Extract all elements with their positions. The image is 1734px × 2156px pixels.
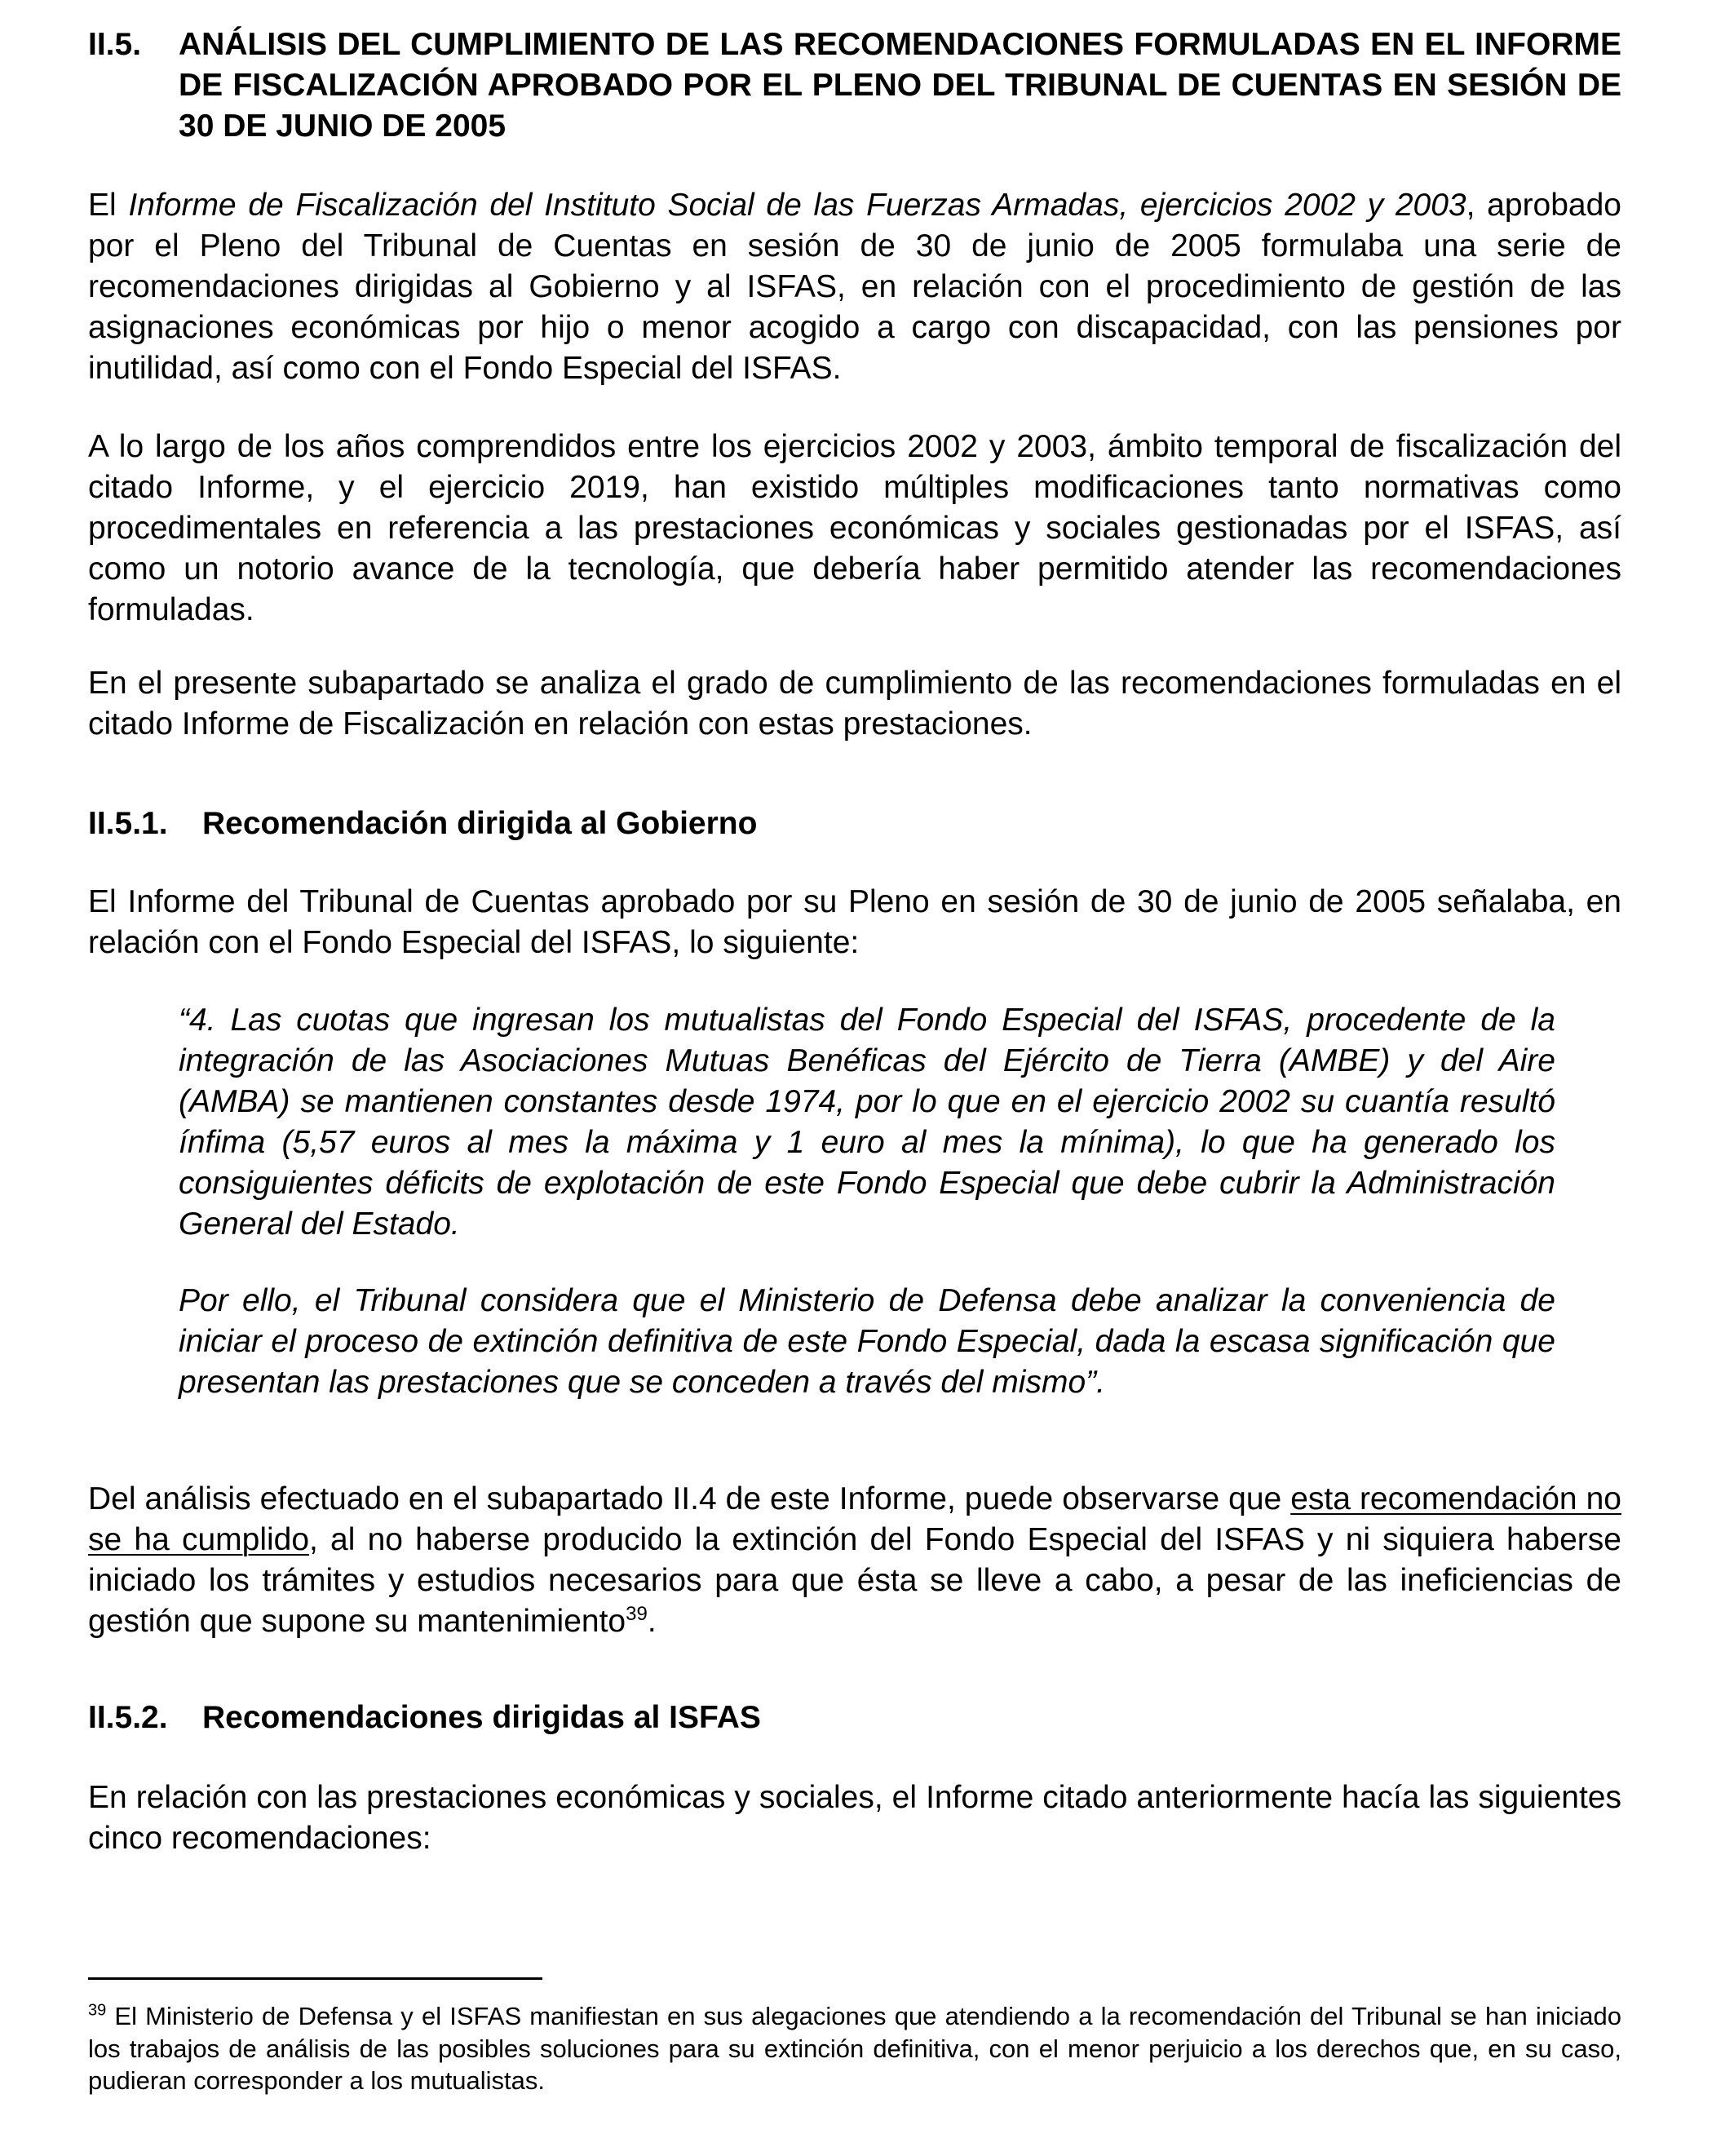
text: Del análisis efectuado en el subapartado II.4 de este Informe, puede observarse que <box>88 1481 1291 1516</box>
subsection-title: Recomendaciones dirigidas al ISFAS <box>202 1700 761 1735</box>
subsection-title: Recomendación dirigida al Gobierno <box>202 806 758 841</box>
footnote-ref[interactable]: 39 <box>626 1603 648 1625</box>
report-title-italic: Informe de Fiscalización del Instituto Social de las Fuerzas Armadas, ejercicios 2002 y 2003 <box>128 188 1466 223</box>
paragraph-report: El Informe del Tribunal de Cuentas aprobado por su Pleno en sesión de 30 de junio de 2005 señalaba, en relación con el Fondo Especial del ISFAS, lo siguiente: <box>88 884 1621 960</box>
quote-recommendation-4: “4. Las cuotas que ingresan los mutualistas del Fondo Especial del ISFAS, procedente de la integración de las Asociaciones Mutuas Benéficas del Ejército de Tierra (AMBE) y del Aire (AMBA) se mantienen constantes desde 1974, por lo que en el ejercicio 2002 su cuantía resultó ínfima (5,57 euros al mes la máxima y 1 euro al mes la mínima), lo que ha generado los consiguientes déficits de explotación de este Fondo Especial que debe cubrir la Administración General del Estado. <box>179 1003 1555 1242</box>
subsection-heading-2 <box>88 1698 1621 1738</box>
section-title: ANÁLISIS DEL CUMPLIMIENTO DE LAS RECOMENDACIONES FORMULADAS EN EL INFORME DE FISCALIZACIÓN APROBADO POR EL PLENO DEL TRIBUNAL DE CUENTAS EN SESIÓN DE 30 DE JUNIO DE 2005 <box>179 27 1621 144</box>
text: , al no haberse producido la extinción del Fondo Especial del ISFAS y ni siquiera haberse iniciado los trámites y estudios necesarios para que ésta se lleve a cabo, a pesar de las ineficiencias de gestión que supone su mantenimiento <box>88 1522 1621 1639</box>
paragraph-recommendations: En relación con las prestaciones económicas y sociales, el Informe citado anteriormente hacía las siguientes cinco recomendaciones: <box>88 1780 1621 1856</box>
section-heading <box>88 24 1621 147</box>
paragraph-scope: En el presente subapartado se analiza el grado de cumplimiento de las recomendaciones formuladas en el citado Informe de Fiscalización en relación con estas prestaciones. <box>88 666 1621 742</box>
quote-conclusion: Por ello, el Tribunal considera que el Ministerio de Defensa debe analizar la conveniencia de iniciar el proceso de extinción definitiva de este Fondo Especial, dada la escasa significación que presentan las prestaciones que se conceden a través del mismo”. <box>179 1283 1555 1400</box>
text: El <box>88 188 129 223</box>
underlined-finding: esta recomendación no se ha cumplido <box>88 1481 1621 1557</box>
subsection-number: II.5.1. <box>88 806 168 841</box>
footnote <box>88 2000 1621 2097</box>
paragraph-intro <box>88 185 1621 389</box>
paragraph-analysis <box>88 1479 1621 1642</box>
subsection-heading-1 <box>88 804 1621 844</box>
footnote-text: El Ministerio de Defensa y el ISFAS manifiestan en sus alegaciones que atendiendo a la recomendación del Tribunal se han iniciado los trabajos de análisis de las posibles soluciones para su extinción definitiva, con el menor perjuicio a los derechos que, en su caso, pudieran corresponder a los mutualistas. <box>88 2002 1621 2095</box>
section-number: II.5. <box>88 27 142 62</box>
footnote-number: 39 <box>88 2001 107 2020</box>
paragraph-context: A lo largo de los años comprendidos entre los ejercicios 2002 y 2003, ámbito temporal de fiscalización del citado Informe, y el ejercicio 2019, han existido múltiples modificaciones tanto normativas como procedimentales en referencia a las prestaciones económicas y sociales gestionadas por el ISFAS, así como un notorio avance de la tecnología, que debería haber permitido atender las recomendaciones formuladas. <box>88 429 1621 627</box>
subsection-number: II.5.2. <box>88 1700 168 1735</box>
footnote-divider <box>88 1977 542 1980</box>
text: . <box>647 1604 657 1639</box>
text: , aprobado por el Pleno del Tribunal de Cuentas en sesión de 30 de junio de 2005 formulaba una serie de recomendaciones dirigidas al Gobierno y al ISFAS, en relación con el procedimiento de gestión de las asignaciones económicas por hijo o menor acogido a cargo con discapacidad, con las pensiones por inutilidad, así como con el Fondo Especial del ISFAS. <box>88 188 1622 386</box>
